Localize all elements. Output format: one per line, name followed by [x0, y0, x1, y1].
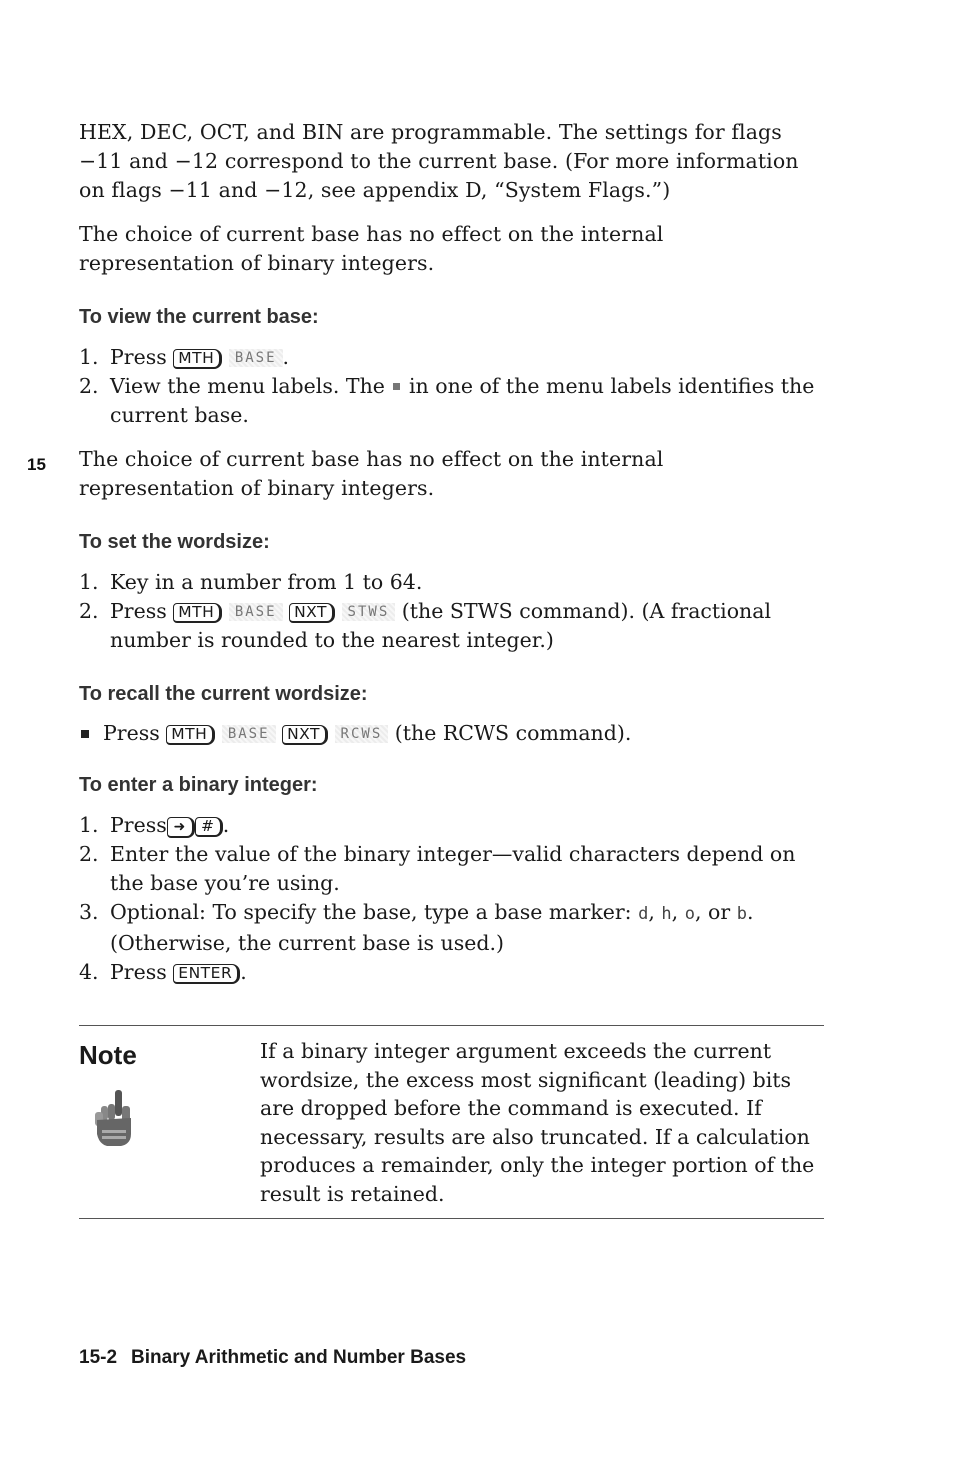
- intro-paragraph-2: The choice of current base has no effect on the internal representation of binary integers.: [79, 222, 664, 275]
- binary-steps: [79, 811, 824, 987]
- hash-key: #: [195, 817, 223, 837]
- mth-key: MTH: [173, 349, 222, 369]
- heading-view-base: To view the current base:: [79, 306, 319, 328]
- mth-key: MTH: [166, 725, 215, 745]
- right-arrow-icon: ➜: [173, 819, 186, 835]
- heading-recall-wordsize: To recall the current wordsize:: [79, 683, 368, 705]
- base-menu-key: BASE: [229, 349, 283, 367]
- nxt-key: NXT: [282, 725, 328, 745]
- wordsize-steps: [79, 568, 824, 655]
- stws-menu-key: STWS: [342, 603, 396, 621]
- heading-enter-binary: To enter a binary integer:: [79, 774, 318, 796]
- mth-key: MTH: [173, 603, 222, 623]
- step: 1. Press ➜ # .: [79, 813, 230, 837]
- step: 1. Press MTH BASE .: [79, 345, 290, 369]
- step: 2. Enter the value of the binary integer—valid characters depend on the base you’re using.: [79, 842, 796, 895]
- note-box: [79, 1025, 824, 1219]
- enter-key: ENTER: [173, 964, 240, 984]
- heading-set-wordsize: To set the wordsize:: [79, 531, 270, 553]
- page-footer: [79, 1347, 466, 1369]
- base-marker-d: d: [638, 904, 649, 924]
- base-marker-h: h: [661, 904, 672, 924]
- page-number: 15-2: [79, 1347, 118, 1368]
- right-shift-key: [167, 817, 195, 838]
- step: 2. View the menu labels. The in one of the menu labels identifies the current base.: [79, 374, 815, 427]
- pointing-hand-icon: [83, 1088, 145, 1150]
- chapter-tab: 15: [27, 455, 46, 474]
- rcws-menu-key: RCWS: [335, 725, 389, 743]
- nxt-key: NXT: [289, 603, 335, 623]
- base-menu-key: BASE: [229, 603, 283, 621]
- note-text: If a binary integer argument exceeds the current wordsize, the excess most significant (leading) bits are dropped before the command is executed. If necessary, results are also truncated. If a calculation produces a remainder, only the integer portion of the result is retained.: [260, 1039, 815, 1206]
- note-label: Note: [79, 1040, 137, 1070]
- base-marker-o: o: [684, 904, 695, 924]
- bullet-icon: [81, 730, 89, 738]
- intro-paragraph-1: HEX, DEC, OCT, and BIN are programmable. The settings for flags −11 and −12 correspond to the current base. (For more information on flags −11 and −12, see appendix D, “System Flags.”): [79, 120, 799, 202]
- step: 4. Press ENTER .: [79, 960, 247, 984]
- view-base-steps: [79, 343, 824, 430]
- page-body: [79, 118, 824, 987]
- repeat-paragraph: The choice of current base has no effect on the internal representation of binary integers.: [79, 447, 664, 500]
- step: 2. Press MTH BASE NXT STWS (the STWS command). (A fractional number is rounded to the nearest integer.): [79, 599, 772, 652]
- chapter-title: Binary Arithmetic and Number Bases: [131, 1347, 467, 1368]
- step: 1. Key in a number from 1 to 64.: [79, 570, 423, 594]
- base-marker-b: b: [736, 904, 747, 924]
- step: 3. Optional: To specify the base, type a base marker: d, h, o, or b. (Otherwise, the current base is used.): [79, 900, 754, 955]
- recall-step: Press MTH BASE NXT RCWS (the RCWS command).: [79, 719, 824, 748]
- menu-marker-icon: [393, 383, 400, 390]
- base-menu-key: BASE: [222, 725, 276, 743]
